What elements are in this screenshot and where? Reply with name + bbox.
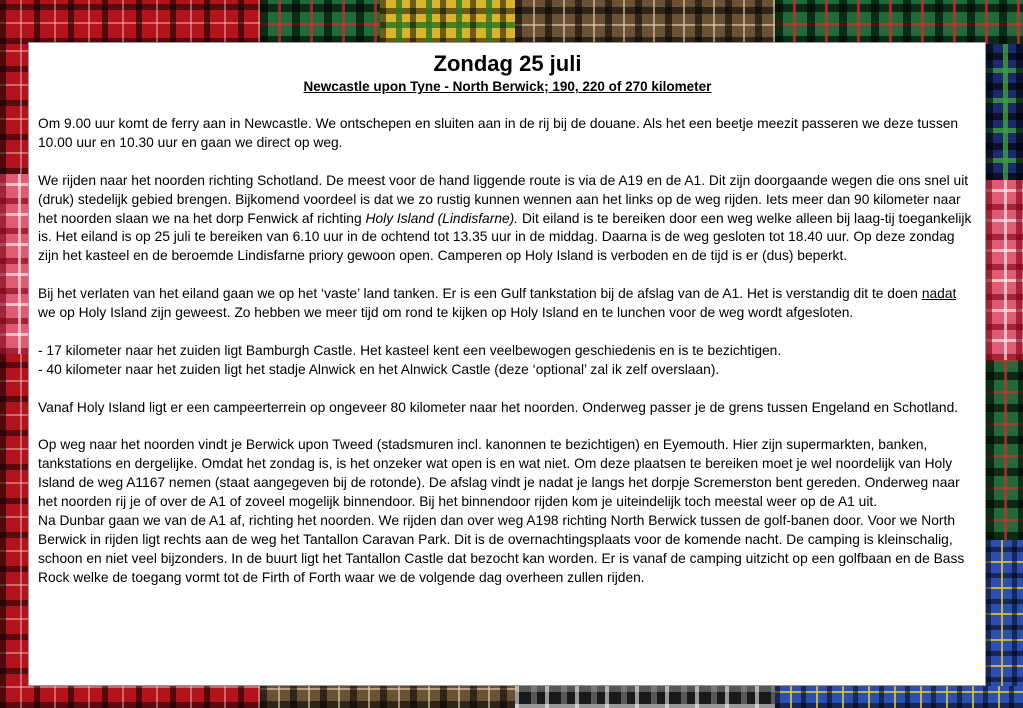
tartan-patch <box>260 0 380 44</box>
nadat-underlined: nadat <box>921 286 957 302</box>
tartan-patch <box>0 354 30 708</box>
tartan-patch <box>775 686 1023 708</box>
tartan-patch <box>515 686 775 708</box>
tartan-patch <box>986 44 1023 180</box>
tartan-patch <box>986 540 1023 708</box>
paragraph-optional-sights <box>38 342 977 380</box>
paragraph-text: we op Holy Island zijn geweest. Zo hebben we meer tijd om rond te kijken op Holy Island en te lunchen voor de weg wordt afgesloten. <box>38 305 854 321</box>
route-subtitle: Newcastle upon Tyne - North Berwick; 190, 220 of 270 kilometer <box>303 79 712 94</box>
paragraph-text: Dit eiland is te bereiken door een weg welke alleen bij laag-tij toegankelijk is. Het eiland is op 25 juli te bereiken van 6.10 uur in de ochtend tot 13.35 uur in de middag. Daarna is de weg gesloten tot 18.40 uur. Op deze zondag zijn het kasteel en de beroemde Lindisfarne priory gewoon open. Camperen op Holy Island is verboden en de tijd is er (dus) beperkt. <box>38 210 972 264</box>
page-title: Zondag 25 juli <box>433 51 582 76</box>
tartan-patch <box>260 686 515 708</box>
tartan-patch <box>380 0 515 44</box>
paragraph-refuel <box>38 285 977 323</box>
list-item: - 17 kilometer naar het zuiden ligt Bamburgh Castle. Het kasteel kent een veelbewogen geschiedenis en is te bezichtigen. <box>38 342 782 358</box>
tartan-patch <box>0 686 260 708</box>
tartan-patch <box>986 360 1023 540</box>
holy-island-italic: Holy Island (Lindisfarne). <box>365 210 519 226</box>
paragraph-berwick: Op weg naar het noorden vindt je Berwick upon Tweed (stadsmuren incl. kanonnen te bezichtigen) en Eyemouth. Hier zijn supermarkten, banken, tankstations en dergelijke. Omdat het zondag is, is het onzeker wat open is en wat niet. Om deze plaatsen te bereiken moet je wel noordelijk van Holy Island de weg A1167 nemen (staat aangegeven bij de rotonde). De afslag vindt je nadat je langs het dorpje Scremerston bent gereden. Onderweg naar het noorden rij je of over de A1 of zoveel mogelijk binnendoor. Bij het binnendoor rijden kom je uiteindelijk toch meestal weer op de A1 uit. <box>38 437 960 510</box>
paragraph-route-north <box>38 172 977 267</box>
tartan-patch <box>986 180 1023 360</box>
paragraph-text: We rijden naar het noorden richting Schotland. De meest voor de hand liggende route is via de A19 en de A1. Dit zijn doorgaande wegen die ons snel uit (druk) stedelijk gebied brengen. Bijkomend voordeel is dat we zo rustig kunnen wennen aan het links op de weg rijden. Iets meer dan 90 kilometer naar het noorden slaan we na het dorp Fenwick af richting <box>38 172 969 226</box>
paragraph-campsite: Vanaf Holy Island ligt er een campeerterrein op ongeveer 80 kilometer naar het noorden. Onderweg passer je de grens tussen Engeland en Schotland. <box>38 399 959 415</box>
list-item: - 40 kilometer naar het zuiden ligt het stadje Alnwick en het Alnwick Castle (deze ‘optional’ zal ik zelf overslaan). <box>38 361 720 377</box>
tartan-patch <box>515 0 775 44</box>
content-card <box>28 42 986 686</box>
paragraph-ferry: Om 9.00 uur komt de ferry aan in Newcastle. We ontschepen en sluiten aan in de rij bij de douane. Als het een beetje meezit passeren we deze tussen 10.00 uur en 10.30 uur en gaan we direct op weg. <box>38 116 959 150</box>
tartan-patch <box>0 174 30 354</box>
tartan-patch <box>775 0 1023 44</box>
paragraph-text: Bij het verlaten van het eiland gaan we op het ‘vaste’ land tanken. Er is een Gulf tankstation bij de afslag van de A1. Het is verstandig dit te doen <box>38 286 922 302</box>
tartan-patch <box>0 0 260 44</box>
paragraph-north-berwick: Na Dunbar gaan we van de A1 af, richting het noorden. We rijden dan over weg A198 richting North Berwick tussen de golf-banen door. Voor we North Berwick in rijden ligt rechts aan de weg het Tantallon Caravan Park. Dit is de overnachtingsplaats voor de komende nacht. De camping is kleinschalig, schoon en niet veel bijzonders. In de buurt ligt het Tantallon Castle dat bezocht kan worden. Er is vanaf de camping uitzicht op een golfbaan en de Bass Rock welke de toegang vormt tot de Firth of Forth waar we de volgende dag overheen zullen rijden. <box>38 512 965 585</box>
tartan-patch <box>0 44 30 174</box>
